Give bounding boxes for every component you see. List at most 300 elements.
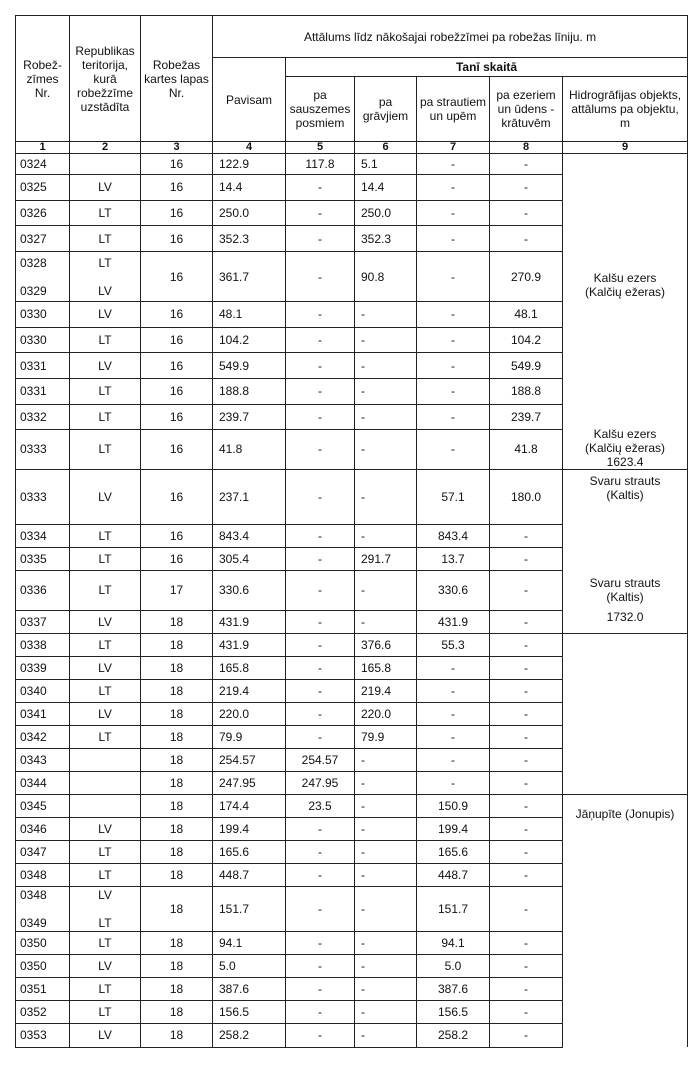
land-distance: - [286,656,355,679]
lake-distance: - [490,840,563,863]
map-sheet: 18 [141,863,213,886]
ditch-distance: - [355,469,417,524]
republic: LT [70,725,141,748]
marker-nr: 0325 [16,175,70,201]
lake-distance: - [490,524,563,547]
lake-distance: 104.2 [490,327,563,353]
lake-distance: 188.8 [490,379,563,405]
marker-nr: 0326 [16,200,70,226]
marker-nr: 0337 [16,610,70,633]
total-distance: 250.0 [213,200,286,226]
land-distance: - [286,302,355,328]
total-distance: 387.6 [213,977,286,1000]
stream-distance: 13.7 [417,547,490,570]
land-distance: - [286,327,355,353]
land-distance: - [286,1023,355,1047]
republic: LT [70,931,141,954]
marker-nr: 0331 [16,353,70,379]
republic: LT [70,863,141,886]
map-sheet: 18 [141,931,213,954]
lake-distance: - [490,656,563,679]
ditch-distance: 90.8 [355,251,417,301]
ditch-distance: - [355,1023,417,1047]
republic [70,771,141,794]
map-sheet: 16 [141,469,213,524]
hydro-text: Jāņupīte (Jonupis) [575,806,675,821]
total-distance: 79.9 [213,725,286,748]
land-distance: - [286,840,355,863]
table-row [16,154,688,175]
republic: LV [70,469,141,524]
ditch-distance: 220.0 [355,702,417,725]
land-distance: - [286,817,355,840]
map-sheet: 16 [141,524,213,547]
lake-distance: 180.0 [490,469,563,524]
ditch-distance: - [355,430,417,469]
republic: LT [70,633,141,656]
land-distance: - [286,570,355,610]
total-distance: 104.2 [213,327,286,353]
republic: LT [70,679,141,702]
lake-distance: 239.7 [490,404,563,430]
land-distance: - [286,977,355,1000]
hydro-text: 1732.0 [606,610,644,624]
ditch-distance: 79.9 [355,725,417,748]
header-republic: Republikas teritorija, kurā robežzīme uzstādīta [70,16,141,142]
lake-distance: - [490,154,563,175]
map-sheet: 17 [141,570,213,610]
total-distance: 165.6 [213,840,286,863]
table-row [16,633,688,656]
stream-distance: 387.6 [417,977,490,1000]
stream-distance: 57.1 [417,469,490,524]
lake-distance: - [490,570,563,610]
map-sheet: 18 [141,725,213,748]
column-number: 1 [16,142,70,154]
total-distance: 41.8 [213,430,286,469]
hydro-cell [563,175,688,470]
map-sheet: 18 [141,679,213,702]
ditch-distance: 5.1 [355,154,417,175]
lake-distance: - [490,1023,563,1047]
total-distance: 239.7 [213,404,286,430]
map-sheet: 18 [141,702,213,725]
marker-nr: 0327 [16,226,70,252]
column-number-row [16,142,688,154]
land-distance: - [286,679,355,702]
column-number: 3 [141,142,213,154]
land-distance: - [286,524,355,547]
marker-nr: 0333 [16,430,70,469]
ditch-distance: 376.6 [355,633,417,656]
header-stream: pa strautiem un upēm [417,77,490,142]
total-distance: 14.4 [213,175,286,201]
ditch-distance: 219.4 [355,679,417,702]
total-distance: 247.95 [213,771,286,794]
column-number: 9 [563,142,688,154]
republic: LT [70,430,141,469]
ditch-distance: - [355,863,417,886]
stream-distance: - [417,404,490,430]
table-row [16,524,688,547]
stream-distance: - [417,656,490,679]
land-distance: 117.8 [286,154,355,175]
ditch-distance: - [355,817,417,840]
stream-distance: 150.9 [417,794,490,817]
marker-nr: 0351 [16,977,70,1000]
map-sheet: 18 [141,656,213,679]
lake-distance: - [490,771,563,794]
header-total: Pavisam [213,58,286,142]
hydro-text: (Kaltis) [606,590,644,604]
map-sheet: 18 [141,748,213,771]
stream-distance: 55.3 [417,633,490,656]
marker-nr: 0344 [16,771,70,794]
total-distance: 188.8 [213,379,286,405]
stream-distance: 156.5 [417,1000,490,1023]
hydro-text: Kalšu ezers [593,426,657,441]
ditch-distance: - [355,327,417,353]
ditch-distance: - [355,977,417,1000]
stream-distance: - [417,154,490,175]
land-distance: - [286,886,355,931]
map-sheet: 16 [141,430,213,469]
ditch-distance: - [355,610,417,633]
hydro-text: (Kaltis) [606,487,644,502]
map-sheet: 18 [141,610,213,633]
ditch-distance: - [355,404,417,430]
total-distance: 431.9 [213,633,286,656]
land-distance: - [286,931,355,954]
marker-nr: 0339 [16,656,70,679]
republic: LV LT [70,886,141,931]
ditch-distance: - [355,524,417,547]
marker-nr: 0345 [16,794,70,817]
total-distance: 448.7 [213,863,286,886]
total-distance: 48.1 [213,302,286,328]
republic: LT [70,379,141,405]
republic: LV [70,702,141,725]
ditch-distance: 291.7 [355,547,417,570]
ditch-distance: - [355,302,417,328]
total-distance: 5.0 [213,954,286,977]
map-sheet: 16 [141,353,213,379]
ditch-distance: 352.3 [355,226,417,252]
marker-nr: 0350 [16,931,70,954]
land-distance: - [286,200,355,226]
republic: LT [70,327,141,353]
stream-distance: - [417,379,490,405]
republic [70,154,141,175]
marker-nr: 0324 [16,154,70,175]
hydro-text: Kalšu ezers [593,270,657,285]
land-distance: 254.57 [286,748,355,771]
marker-nr: 0347 [16,840,70,863]
map-sheet: 16 [141,547,213,570]
lake-distance: - [490,547,563,570]
total-distance: 122.9 [213,154,286,175]
total-distance: 431.9 [213,610,286,633]
republic: LT [70,524,141,547]
header-subgroup: Tanī skaitā [286,58,688,77]
header-lake: pa ezeriem un ūdens - krātuvēm [490,77,563,142]
map-sheet: 18 [141,633,213,656]
ditch-distance: 250.0 [355,200,417,226]
ditch-distance: - [355,840,417,863]
stream-distance: 431.9 [417,610,490,633]
stream-distance: - [417,353,490,379]
total-distance: 305.4 [213,547,286,570]
ditch-distance: - [355,771,417,794]
header-distance-group: Attālums līdz nākošajai robežzīmei pa robežas līniju. m [213,16,688,58]
lake-distance: - [490,748,563,771]
ditch-distance: - [355,748,417,771]
marker-nr: 0336 [16,570,70,610]
stream-distance: - [417,702,490,725]
marker-nr: 0348 [16,863,70,886]
hydro-cell [563,469,688,524]
marker-nr: 0338 [16,633,70,656]
hydro-text: 1623.4 [606,454,644,469]
table-row [16,794,688,817]
land-distance: - [286,226,355,252]
total-distance: 165.8 [213,656,286,679]
land-distance: 247.95 [286,771,355,794]
total-distance: 220.0 [213,702,286,725]
map-sheet: 16 [141,251,213,301]
hydro-cell [563,794,688,1047]
header-ditch: pa grāvjiem [355,77,417,142]
total-distance: 352.3 [213,226,286,252]
total-distance: 237.1 [213,469,286,524]
lake-distance: - [490,725,563,748]
marker-nr: 0352 [16,1000,70,1023]
header-marker-nr: Robež- zīmes Nr. [16,16,70,142]
marker-nr: 0341 [16,702,70,725]
hydro-text: Svaru strauts [589,473,661,488]
marker-nr: 0342 [16,725,70,748]
lake-distance: 41.8 [490,430,563,469]
map-sheet: 16 [141,379,213,405]
map-sheet: 18 [141,977,213,1000]
header-hydro: Hidrogrāfijas objekts, attālums pa objektu, m [563,77,688,142]
total-distance: 156.5 [213,1000,286,1023]
republic: LT [70,840,141,863]
lake-distance: 270.9 [490,251,563,301]
lake-distance: - [490,702,563,725]
column-number: 4 [213,142,286,154]
ditch-distance: - [355,794,417,817]
lake-distance: 48.1 [490,302,563,328]
republic: LT LV [70,251,141,301]
map-sheet: 16 [141,226,213,252]
lake-distance: - [490,1000,563,1023]
stream-distance: - [417,430,490,469]
hydro-text: (Kalčių ežeras) [585,440,666,455]
marker-nr: 0346 [16,817,70,840]
total-distance: 94.1 [213,931,286,954]
lake-distance: - [490,977,563,1000]
republic: LT [70,570,141,610]
map-sheet: 18 [141,954,213,977]
marker-nr: 0330 [16,327,70,353]
land-distance: - [286,251,355,301]
marker-nr: 0328 0329 [16,251,70,301]
map-sheet: 16 [141,327,213,353]
hydro-cell [563,633,688,794]
land-distance: - [286,547,355,570]
lake-distance: - [490,886,563,931]
republic: LV [70,656,141,679]
republic: LV [70,1023,141,1047]
republic: LV [70,353,141,379]
marker-nr: 0330 [16,302,70,328]
ditch-distance: - [355,1000,417,1023]
map-sheet: 18 [141,771,213,794]
map-sheet: 18 [141,1000,213,1023]
marker-nr: 0334 [16,524,70,547]
header-map-sheet: Robežas kartes lapas Nr. [141,16,213,142]
land-distance: 23.5 [286,794,355,817]
land-distance: - [286,610,355,633]
stream-distance: - [417,327,490,353]
land-distance: - [286,1000,355,1023]
hydro-text: (Kalčių ežeras) [585,284,666,299]
marker-nr: 0343 [16,748,70,771]
lake-distance: 549.9 [490,353,563,379]
republic: LT [70,226,141,252]
ditch-distance: 165.8 [355,656,417,679]
stream-distance: - [417,725,490,748]
stream-distance: 199.4 [417,817,490,840]
total-distance: 219.4 [213,679,286,702]
lake-distance: - [490,679,563,702]
land-distance: - [286,633,355,656]
hydro-cell [563,154,688,175]
boundary-markers-table [15,15,688,1048]
republic [70,748,141,771]
stream-distance: - [417,748,490,771]
table-row [16,469,688,524]
table-row [16,175,688,201]
column-number: 8 [490,142,563,154]
stream-distance: - [417,175,490,201]
stream-distance: 843.4 [417,524,490,547]
lake-distance: - [490,931,563,954]
ditch-distance: - [355,931,417,954]
lake-distance: - [490,175,563,201]
republic: LV [70,610,141,633]
ditch-distance: - [355,353,417,379]
republic: LT [70,977,141,1000]
marker-nr: 0348 0349 [16,886,70,931]
stream-distance: - [417,679,490,702]
republic: LV [70,817,141,840]
ditch-distance: 14.4 [355,175,417,201]
marker-nr: 0335 [16,547,70,570]
total-distance: 151.7 [213,886,286,931]
lake-distance: - [490,794,563,817]
land-distance: - [286,702,355,725]
hydro-text: Svaru strauts [589,576,661,590]
column-number: 2 [70,142,141,154]
marker-nr: 0331 [16,379,70,405]
marker-nr: 0353 [16,1023,70,1047]
land-distance: - [286,175,355,201]
hydro-cell [563,524,688,633]
total-distance: 199.4 [213,817,286,840]
lake-distance: - [490,817,563,840]
republic [70,794,141,817]
spacer [565,299,685,427]
map-sheet: 16 [141,175,213,201]
stream-distance: 448.7 [417,863,490,886]
republic: LV [70,954,141,977]
republic: LT [70,547,141,570]
republic: LV [70,302,141,328]
total-distance: 330.6 [213,570,286,610]
lake-distance: - [490,226,563,252]
ditch-distance: - [355,954,417,977]
land-distance: - [286,954,355,977]
stream-distance: 5.0 [417,954,490,977]
stream-distance: 165.6 [417,840,490,863]
lake-distance: - [490,610,563,633]
map-sheet: 18 [141,840,213,863]
ditch-distance: - [355,570,417,610]
stream-distance: - [417,200,490,226]
map-sheet: 16 [141,302,213,328]
stream-distance: - [417,771,490,794]
republic: LT [70,1000,141,1023]
stream-distance: 151.7 [417,886,490,931]
stream-distance: - [417,226,490,252]
republic: LV [70,175,141,201]
total-distance: 258.2 [213,1023,286,1047]
column-number: 5 [286,142,355,154]
stream-distance: 330.6 [417,570,490,610]
republic: LT [70,404,141,430]
map-sheet: 18 [141,886,213,931]
republic: LT [70,200,141,226]
ditch-distance: - [355,886,417,931]
map-sheet: 18 [141,817,213,840]
lake-distance: - [490,633,563,656]
map-sheet: 18 [141,794,213,817]
land-distance: - [286,353,355,379]
land-distance: - [286,404,355,430]
map-sheet: 16 [141,404,213,430]
total-distance: 549.9 [213,353,286,379]
land-distance: - [286,725,355,748]
total-distance: 254.57 [213,748,286,771]
ditch-distance: - [355,379,417,405]
column-number: 6 [355,142,417,154]
land-distance: - [286,430,355,469]
map-sheet: 16 [141,200,213,226]
total-distance: 174.4 [213,794,286,817]
land-distance: - [286,379,355,405]
total-distance: 843.4 [213,524,286,547]
land-distance: - [286,469,355,524]
land-distance: - [286,863,355,886]
marker-nr: 0333 [16,469,70,524]
marker-nr: 0332 [16,404,70,430]
stream-distance: 94.1 [417,931,490,954]
column-number: 7 [417,142,490,154]
lake-distance: - [490,200,563,226]
header-land: pa sauszemes posmiem [286,77,355,142]
